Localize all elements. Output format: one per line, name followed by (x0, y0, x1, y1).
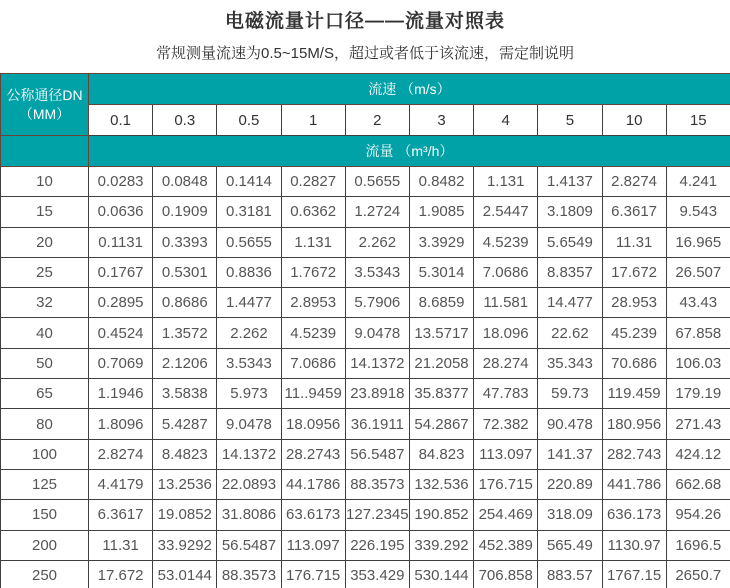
flow-value-cell: 9.0478 (345, 318, 409, 348)
flow-value-cell: 6.3617 (602, 197, 666, 227)
flow-value-cell: 282.743 (602, 439, 666, 469)
dn-cell: 20 (1, 227, 89, 257)
flow-value-cell: 530.144 (409, 560, 473, 588)
flow-value-cell: 47.783 (474, 379, 538, 409)
flow-value-cell: 31.8086 (217, 500, 281, 530)
flow-value-cell: 53.0144 (153, 560, 217, 588)
flow-value-cell: 318.09 (538, 500, 602, 530)
flow-value-cell: 72.382 (474, 409, 538, 439)
flow-value-cell: 28.953 (602, 288, 666, 318)
dn-cell: 50 (1, 348, 89, 378)
flow-value-cell: 1.8096 (89, 409, 153, 439)
flow-value-cell: 28.274 (474, 348, 538, 378)
flow-value-cell: 5.3014 (409, 257, 473, 287)
flow-value-cell: 132.536 (409, 469, 473, 499)
flow-value-cell: 5.4287 (153, 409, 217, 439)
velocity-value-cell: 5 (538, 105, 602, 136)
table-row (1, 167, 730, 197)
velocity-header-row (1, 74, 730, 105)
flow-value-cell: 0.0283 (89, 167, 153, 197)
flow-value-cell: 1.2724 (345, 197, 409, 227)
flow-value-cell: 17.672 (602, 257, 666, 287)
flow-value-cell: 113.097 (281, 530, 345, 560)
flow-value-cell: 0.1909 (153, 197, 217, 227)
flow-value-cell: 36.1911 (345, 409, 409, 439)
flow-value-cell: 45.239 (602, 318, 666, 348)
flow-value-cell: 0.2895 (89, 288, 153, 318)
table-row (1, 500, 730, 530)
flow-value-cell: 59.73 (538, 379, 602, 409)
dn-cell: 25 (1, 257, 89, 287)
flow-value-cell: 452.389 (474, 530, 538, 560)
flow-value-cell: 0.8482 (409, 167, 473, 197)
flow-value-cell: 19.0852 (153, 500, 217, 530)
flow-value-cell: 424.12 (666, 439, 730, 469)
flow-value-cell: 67.858 (666, 318, 730, 348)
flow-value-cell: 2.262 (217, 318, 281, 348)
table-row (1, 379, 730, 409)
flow-value-cell: 1.4477 (217, 288, 281, 318)
corner-header-line2: （MM） (18, 105, 71, 122)
flow-value-cell: 4.5239 (281, 318, 345, 348)
flow-value-cell: 176.715 (281, 560, 345, 588)
flow-value-cell: 113.097 (474, 439, 538, 469)
flow-value-cell: 7.0686 (474, 257, 538, 287)
flow-value-cell: 180.956 (602, 409, 666, 439)
dn-cell: 250 (1, 560, 89, 588)
flow-value-cell: 16.965 (666, 227, 730, 257)
flow-value-cell: 7.0686 (281, 348, 345, 378)
flow-value-cell: 8.6859 (409, 288, 473, 318)
flow-value-cell: 4.241 (666, 167, 730, 197)
flow-value-cell: 0.1131 (89, 227, 153, 257)
flow-value-cell: 11.581 (474, 288, 538, 318)
flow-value-cell: 0.3181 (217, 197, 281, 227)
flow-value-cell: 14.1372 (217, 439, 281, 469)
table-row (1, 469, 730, 499)
velocity-value-cell: 10 (602, 105, 666, 136)
table-row (1, 409, 730, 439)
flow-value-cell: 1.3572 (153, 318, 217, 348)
flow-value-cell: 17.672 (89, 560, 153, 588)
flow-value-cell: 23.8918 (345, 379, 409, 409)
flow-value-cell: 954.26 (666, 500, 730, 530)
dn-cell: 32 (1, 288, 89, 318)
flow-value-cell: 1.131 (474, 167, 538, 197)
flow-value-cell: 1696.5 (666, 530, 730, 560)
flow-value-cell: 3.5343 (345, 257, 409, 287)
flow-value-cell: 35.8377 (409, 379, 473, 409)
flow-value-cell: 141.37 (538, 439, 602, 469)
flow-value-cell: 226.195 (345, 530, 409, 560)
velocity-header: 流速 （m/s） (89, 74, 730, 105)
flow-value-cell: 3.3929 (409, 227, 473, 257)
flow-value-cell: 176.715 (474, 469, 538, 499)
flow-value-cell: 13.5717 (409, 318, 473, 348)
flow-value-cell: 35.343 (538, 348, 602, 378)
flow-value-cell: 220.89 (538, 469, 602, 499)
flow-value-cell: 22.62 (538, 318, 602, 348)
flow-value-cell: 18.0956 (281, 409, 345, 439)
flow-value-cell: 88.3573 (345, 469, 409, 499)
flow-value-cell: 254.469 (474, 500, 538, 530)
table-row (1, 560, 730, 588)
table-row (1, 227, 730, 257)
flow-value-cell: 0.5301 (153, 257, 217, 287)
flow-value-cell: 63.6173 (281, 500, 345, 530)
flow-value-cell: 0.2827 (281, 167, 345, 197)
flow-value-cell: 565.49 (538, 530, 602, 560)
page-title: 电磁流量计口径——流量对照表 (224, 11, 505, 32)
flow-value-cell: 11..9459 (281, 379, 345, 409)
flow-value-cell: 84.823 (409, 439, 473, 469)
flow-value-cell: 2.262 (345, 227, 409, 257)
corner-header-dn (1, 74, 89, 136)
flow-value-cell: 1.4137 (538, 167, 602, 197)
table-row (1, 318, 730, 348)
flow-value-cell: 4.5239 (474, 227, 538, 257)
flow-value-cell: 2.5447 (474, 197, 538, 227)
flow-value-cell: 11.31 (89, 530, 153, 560)
flow-value-cell: 441.786 (602, 469, 666, 499)
velocity-value-cell: 4 (474, 105, 538, 136)
flow-value-cell: 18.096 (474, 318, 538, 348)
flow-value-cell: 33.9292 (153, 530, 217, 560)
flow-value-cell: 0.1767 (89, 257, 153, 287)
table-row (1, 530, 730, 560)
velocity-value-cell: 2 (345, 105, 409, 136)
flow-value-cell: 9.543 (666, 197, 730, 227)
flow-value-cell: 0.4524 (89, 318, 153, 348)
flow-value-cell: 127.2345 (345, 500, 409, 530)
flow-value-cell: 4.4179 (89, 469, 153, 499)
dn-cell: 200 (1, 530, 89, 560)
flow-value-cell: 14.1372 (345, 348, 409, 378)
flow-value-cell: 70.686 (602, 348, 666, 378)
flow-value-cell: 0.3393 (153, 227, 217, 257)
flow-value-cell: 353.429 (345, 560, 409, 588)
velocity-value-cell: 3 (409, 105, 473, 136)
flow-value-cell: 26.507 (666, 257, 730, 287)
flow-value-cell: 0.1414 (217, 167, 281, 197)
flow-header: 流量 （m³/h） (89, 136, 730, 167)
flow-value-cell: 5.973 (217, 379, 281, 409)
table-row (1, 439, 730, 469)
page-subtitle: 常规测量流速为0.5~15M/S，超过或者低于该流速，需定制说明 (156, 45, 574, 62)
dn-cell: 40 (1, 318, 89, 348)
flow-value-cell: 6.3617 (89, 500, 153, 530)
table-row (1, 288, 730, 318)
flow-value-cell: 43.43 (666, 288, 730, 318)
flow-value-cell: 1.131 (281, 227, 345, 257)
flow-value-cell: 2.8274 (602, 167, 666, 197)
velocity-value-cell: 0.1 (89, 105, 153, 136)
velocity-value-cell: 15 (666, 105, 730, 136)
dn-cell: 80 (1, 409, 89, 439)
flow-value-cell: 3.5343 (217, 348, 281, 378)
dn-cell: 125 (1, 469, 89, 499)
flow-value-cell: 0.0636 (89, 197, 153, 227)
flow-value-cell: 339.292 (409, 530, 473, 560)
dn-cell: 150 (1, 500, 89, 530)
flow-value-cell: 1.1946 (89, 379, 153, 409)
flow-value-cell: 3.5838 (153, 379, 217, 409)
flow-value-cell: 8.8357 (538, 257, 602, 287)
flow-value-cell: 14.477 (538, 288, 602, 318)
flow-value-cell: 1130.97 (602, 530, 666, 560)
flow-value-cell: 56.5487 (345, 439, 409, 469)
flow-value-cell: 0.8836 (217, 257, 281, 287)
flow-value-cell: 0.8686 (153, 288, 217, 318)
flow-value-cell: 88.3573 (217, 560, 281, 588)
flow-value-cell: 636.173 (602, 500, 666, 530)
flow-value-cell: 119.459 (602, 379, 666, 409)
corner-empty-cell (1, 136, 89, 167)
flow-value-cell: 2.8274 (89, 439, 153, 469)
flow-value-cell: 2.8953 (281, 288, 345, 318)
flow-value-cell: 0.5655 (345, 167, 409, 197)
flow-value-cell: 9.0478 (217, 409, 281, 439)
flow-value-cell: 2650.7 (666, 560, 730, 588)
table-row (1, 257, 730, 287)
corner-header-line1: 公称通径DN (6, 86, 83, 103)
flow-value-cell: 1.7672 (281, 257, 345, 287)
flow-value-cell: 0.7069 (89, 348, 153, 378)
flow-value-cell: 0.6362 (281, 197, 345, 227)
flow-value-cell: 44.1786 (281, 469, 345, 499)
velocity-value-cell: 0.5 (217, 105, 281, 136)
velocity-values-row (1, 105, 730, 136)
table-row (1, 348, 730, 378)
flow-value-cell: 90.478 (538, 409, 602, 439)
velocity-value-cell: 1 (281, 105, 345, 136)
flow-rate-table (0, 73, 730, 588)
flow-value-cell: 883.57 (538, 560, 602, 588)
flow-value-cell: 3.1809 (538, 197, 602, 227)
flow-value-cell: 0.5655 (217, 227, 281, 257)
flow-value-cell: 662.68 (666, 469, 730, 499)
flow-table-body (1, 167, 730, 588)
table-row (1, 197, 730, 227)
flow-value-cell: 13.2536 (153, 469, 217, 499)
flow-value-cell: 0.0848 (153, 167, 217, 197)
flow-value-cell: 179.19 (666, 379, 730, 409)
flow-value-cell: 706.858 (474, 560, 538, 588)
flow-value-cell: 11.31 (602, 227, 666, 257)
flow-value-cell: 106.03 (666, 348, 730, 378)
dn-cell: 65 (1, 379, 89, 409)
flow-value-cell: 22.0893 (217, 469, 281, 499)
flow-value-cell: 190.852 (409, 500, 473, 530)
flow-value-cell: 1767.15 (602, 560, 666, 588)
dn-cell: 15 (1, 197, 89, 227)
flow-value-cell: 1.9085 (409, 197, 473, 227)
flow-value-cell: 8.4823 (153, 439, 217, 469)
dn-cell: 100 (1, 439, 89, 469)
flow-value-cell: 54.2867 (409, 409, 473, 439)
dn-cell: 10 (1, 167, 89, 197)
flow-value-cell: 2.1206 (153, 348, 217, 378)
velocity-value-cell: 0.3 (153, 105, 217, 136)
flow-value-cell: 5.6549 (538, 227, 602, 257)
flow-value-cell: 56.5487 (217, 530, 281, 560)
flow-header-row (1, 136, 730, 167)
flow-value-cell: 21.2058 (409, 348, 473, 378)
flow-value-cell: 28.2743 (281, 439, 345, 469)
flow-value-cell: 5.7906 (345, 288, 409, 318)
flow-value-cell: 271.43 (666, 409, 730, 439)
